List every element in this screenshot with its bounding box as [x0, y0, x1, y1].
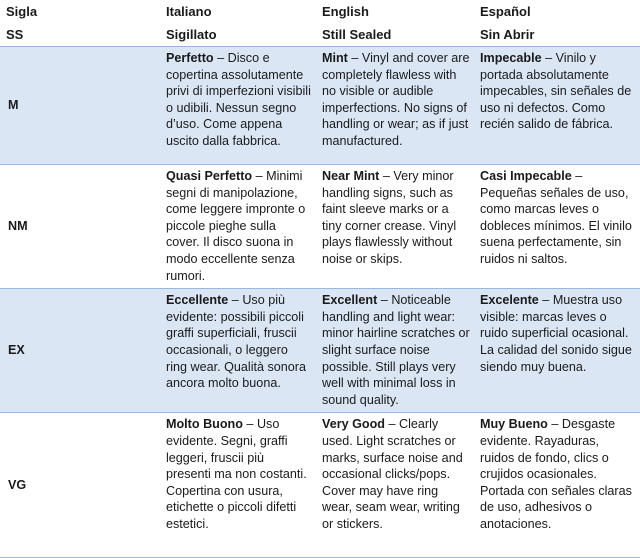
- text-it: – Uso più evidente: possibili piccoli graffi superficiali, fruscii occasionali, o leggero ring wear. Qualità sonora ancora molto buona.: [166, 293, 307, 391]
- term-it: Perfetto: [166, 51, 214, 65]
- sealed-en: Still Sealed: [316, 22, 474, 47]
- text-it: – Uso evidente. Segni, graffi leggeri, fruscii più presenti ma non costanti. Copertina con usura, etichette o piccoli difetti estetici.: [166, 417, 307, 531]
- term-en: Excellent: [322, 293, 378, 308]
- term-es: Casi Impecable: [480, 169, 572, 183]
- desc-en: [316, 165, 474, 289]
- term-es: Impecable: [480, 51, 542, 65]
- desc-it: [160, 47, 316, 165]
- table-row: [0, 413, 640, 558]
- term-en: Very Good: [322, 417, 385, 432]
- text-es: – Muestra uso visible: marcas leves o ruido superficial ocasional. La calidad del sonido sigue siendo muy buena.: [480, 293, 632, 374]
- text-it: – Minimi segni di manipolazione, come leggere impronte o piccole pieghe sulla cover. Il disco suona in modo eccellente senza rumori.: [166, 169, 306, 283]
- header-italiano: Italiano: [166, 3, 212, 19]
- desc-en: [316, 289, 474, 413]
- term-es: Excelente: [480, 293, 539, 308]
- desc-it: [160, 289, 316, 413]
- term-en: Mint: [322, 51, 348, 65]
- desc-es: [474, 289, 640, 413]
- term-it: Quasi Perfetto: [166, 169, 253, 183]
- term-es: Muy Bueno: [480, 417, 548, 432]
- grade-code: NM: [0, 165, 160, 289]
- text-en: – Very minor handling signs, such as faint sleeve marks or a tiny corner crease. Vinyl plays flawlessly without noise or skips.: [322, 169, 457, 266]
- header-espanol: Español: [480, 3, 531, 19]
- term-en: Near Mint: [322, 169, 380, 183]
- header-row: [0, 0, 640, 22]
- desc-es: [474, 413, 640, 558]
- grade-code: M: [0, 47, 160, 165]
- sealed-row: [0, 22, 640, 47]
- term-it: Molto Buono: [166, 417, 243, 432]
- text-es: – Desgaste evidente. Rayaduras, ruidos de fondo, clics o crujidos ocasionales. Portada con señales claras de uso, adhesivos o anotaciones.: [480, 417, 632, 531]
- grade-code: VG: [0, 413, 160, 558]
- text-en: – Clearly used. Light scratches or marks, surface noise and occasional clicks/pops. Cover may have ring wear, seam wear, writing or stickers.: [322, 417, 463, 531]
- desc-en: [316, 47, 474, 165]
- text-es: – Pequeñas señales de uso, como marcas leves o dobleces mínimos. El vinilo suena perfectamente, sin ruidos ni saltos.: [480, 169, 632, 266]
- desc-it: [160, 165, 316, 289]
- header-sigla: Sigla: [6, 3, 38, 19]
- grade-code: EX: [0, 289, 160, 413]
- table-row: [0, 165, 640, 289]
- text-it: – Disco e copertina assolutamente privi di imperfezioni visibili o udibili. Nessun segno d’uso. Come appena uscito dalla fabbrica.: [166, 51, 311, 148]
- desc-es: [474, 165, 640, 289]
- header-english: English: [322, 3, 369, 19]
- table-row: [0, 289, 640, 413]
- sealed-es: Sin Abrir: [474, 22, 640, 47]
- desc-it: [160, 413, 316, 558]
- sealed-code: SS: [0, 22, 160, 47]
- sealed-it: Sigillato: [160, 22, 316, 47]
- text-en: – Noticeable handling and light wear: minor hairline scratches or slight surface noise possible. Still plays very well with minimal loss in sound quality.: [322, 293, 470, 407]
- desc-es: [474, 47, 640, 165]
- text-en: – Vinyl and cover are completely flawless with no visible or audible imperfections. No signs of handling or wear; as if just manufactured.: [322, 51, 470, 148]
- table-row: [0, 47, 640, 165]
- desc-en: [316, 413, 474, 558]
- text-es: – Vinilo y portada absolutamente impecables, sin señales de uso ni defectos. Como recién salido de fábrica.: [480, 51, 632, 132]
- term-it: Eccellente: [166, 293, 229, 308]
